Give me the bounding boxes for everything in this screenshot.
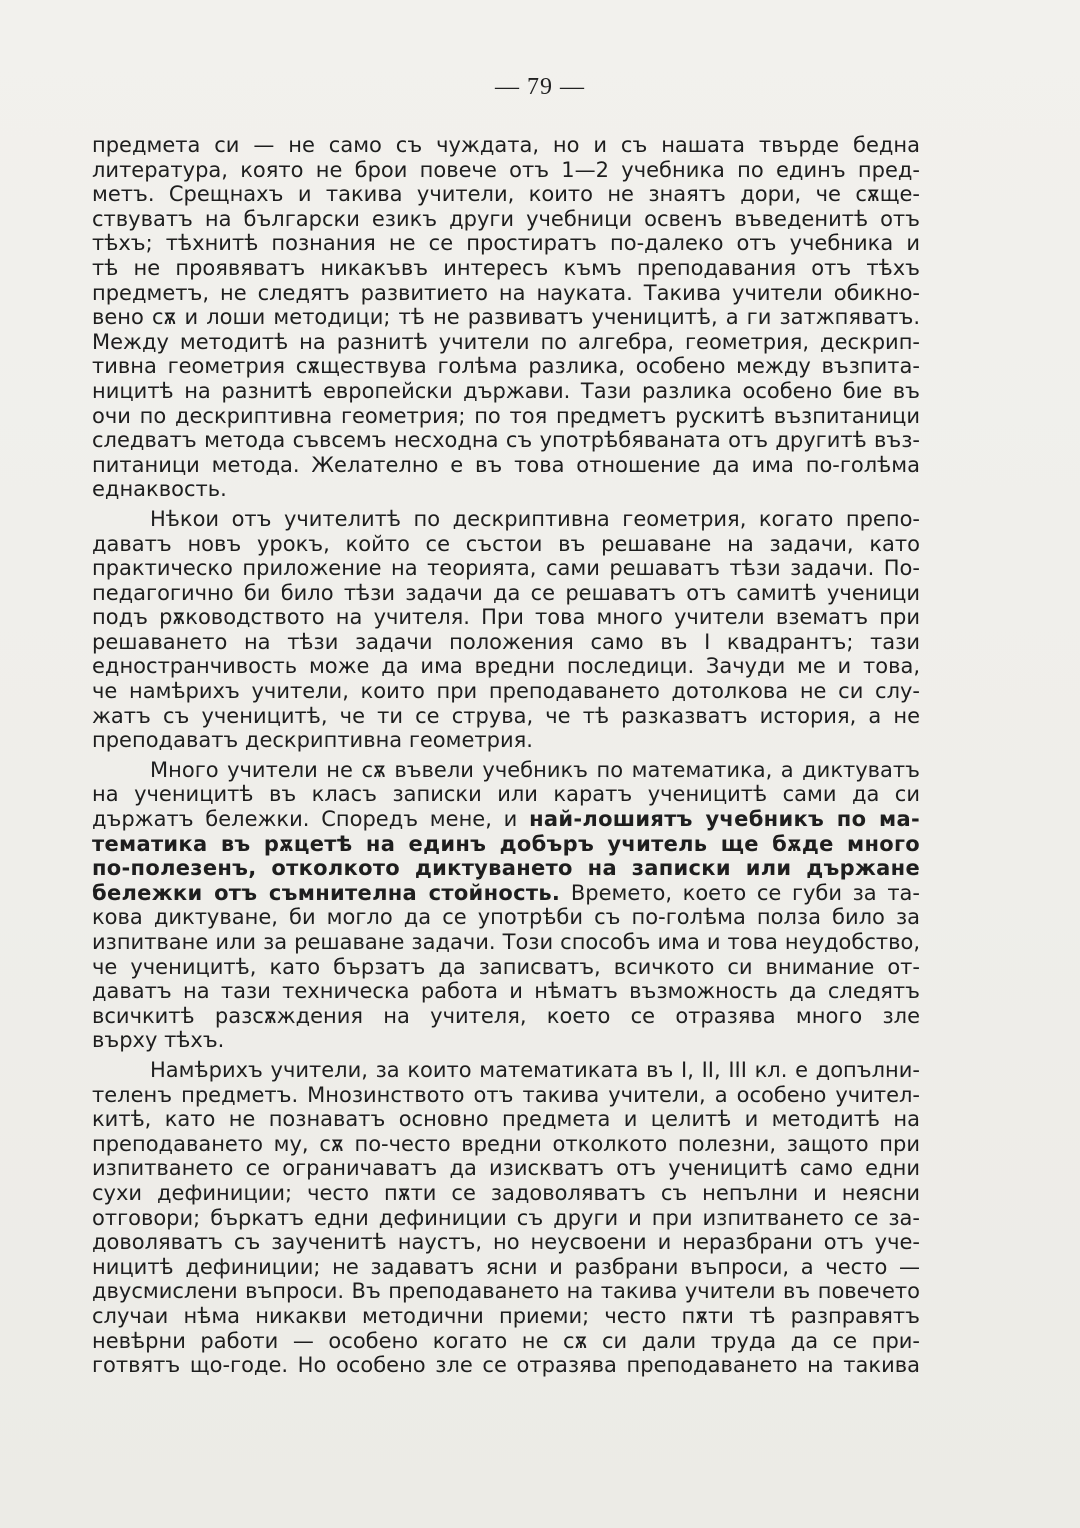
line-text: Нѣкои отъ учителитѣ по дескриптивна геометрия, когато препо- xyxy=(150,506,920,531)
text-line xyxy=(92,1107,920,1132)
text-line xyxy=(92,1230,920,1255)
text-line xyxy=(92,856,920,881)
text-line xyxy=(92,581,920,606)
line-text: върху тѣхъ. xyxy=(92,1028,225,1053)
text-line xyxy=(92,256,920,281)
text-line xyxy=(92,1004,920,1029)
text-line xyxy=(92,1329,920,1354)
text-line xyxy=(92,1058,920,1083)
line-text: подъ рѫководството на учителя. При това много учители взематъ при xyxy=(92,605,920,630)
text-line xyxy=(92,379,920,404)
line-text: доволяватъ съ заученитѣ наустъ, но неусвоени и неразбрани отъ уче- xyxy=(92,1230,920,1255)
text-line xyxy=(92,404,920,429)
page-number: — 79 — xyxy=(495,74,585,100)
text-line xyxy=(92,728,920,753)
line-text: ницитѣ дефиниции; не задаватъ ясни и разбрани въпроси, а често — xyxy=(92,1254,920,1279)
line-text: очи по дескриптивна геометрия; по тоя предметъ рускитѣ възпитаници xyxy=(92,403,920,428)
text-line xyxy=(92,556,920,581)
body-text xyxy=(92,133,920,1378)
emphasized-text: тематика въ рѫцетѣ на единъ добъръ учитель ще бѫде много xyxy=(92,831,920,856)
text-line xyxy=(92,507,920,532)
line-text: отговори; бъркатъ едни дефиниции съ други и при изпитването се за- xyxy=(92,1205,920,1230)
text-line xyxy=(92,453,920,478)
line-text: изпитване или за решаване задачи. Този способъ има и това неудобство, xyxy=(92,930,920,954)
line-text: ницитѣ на разнитѣ европейски държави. Тази разлика особено бие въ xyxy=(92,378,920,403)
text-line xyxy=(92,1181,920,1206)
text-line xyxy=(92,133,920,158)
text-line xyxy=(92,679,920,704)
text-line xyxy=(92,930,920,955)
text-line xyxy=(92,758,920,783)
line-text: литература, която не брои повече отъ 1—2 учебника по единъ пред- xyxy=(92,157,920,182)
line-text: питаници метода. Желателно е въ това отношение да има по-голѣма xyxy=(92,452,920,477)
paragraph xyxy=(92,507,920,753)
text-line xyxy=(92,532,920,557)
text-line xyxy=(92,881,920,906)
emphasized-text: бележки отъ съмнителна стойность. xyxy=(92,880,561,905)
text-line xyxy=(92,1156,920,1181)
emphasized-text: по-полезенъ, отколкото диктуването на записки или държане xyxy=(92,856,920,881)
line-text: държатъ бележки. Споредъ мене, и xyxy=(92,807,530,832)
paragraph xyxy=(92,758,920,1053)
line-text: вено сѫ и лоши методици; тѣ не развиватъ ученицитѣ, а ги затжпяватъ. xyxy=(92,305,920,330)
text-line xyxy=(92,354,920,379)
text-line xyxy=(92,1206,920,1231)
line-text: Времето, което се губи за та- xyxy=(560,880,920,905)
text-line xyxy=(92,330,920,355)
line-text: всичкитѣ разсѫждения на учителя, което се отразява много зле xyxy=(92,1003,920,1028)
line-text: еднаквость. xyxy=(92,477,227,502)
emphasized-text: най-лошиятъ учебникъ по ма- xyxy=(529,807,920,832)
line-text: случаи нѣма никакви методични приеми; често пѫти тѣ разправятъ xyxy=(92,1303,920,1328)
text-line xyxy=(92,654,920,679)
line-text: Намѣрихъ учители, за които математиката въ I, II, III кл. е допълни- xyxy=(150,1057,920,1082)
line-text: решаването на тѣзи задачи положения само въ I квадрантъ; тази xyxy=(92,629,920,654)
line-text: сухи дефиниции; често пѫти се задоволяватъ съ непълни и неясни xyxy=(92,1180,920,1205)
line-text: следватъ метода съвсемъ несходна съ употрѣбяваната отъ другитѣ въз- xyxy=(92,428,920,453)
text-line xyxy=(92,704,920,729)
line-text: педагогично би било тѣзи задачи да се решаватъ отъ самитѣ ученици xyxy=(92,580,920,605)
text-line xyxy=(92,605,920,630)
line-text: преподаването му, сѫ по-често вредни отколкото полезни, защото при xyxy=(92,1131,920,1156)
text-line xyxy=(92,207,920,232)
line-text: двусмислени въпроси. Въ преподаването на такива учители въ повечето xyxy=(92,1279,920,1304)
line-text: практическо приложение на теорията, сами решаватъ тѣзи задачи. По- xyxy=(92,556,920,581)
line-text: че намѣрихъ учители, които при преподаването дотолкова не си слу- xyxy=(92,679,920,704)
text-line xyxy=(92,281,920,306)
line-text: даватъ новъ урокъ, който се състои въ решаване на задачи, като xyxy=(92,531,920,556)
line-text: невѣрни работи — особено когато не сѫ си дали труда да се при- xyxy=(92,1328,920,1353)
line-text: китѣ, като не познаватъ основно предмета и целитѣ и методитѣ на xyxy=(92,1107,920,1132)
text-line xyxy=(92,1353,920,1378)
text-line xyxy=(92,979,920,1004)
line-text: кова диктуване, би могло да се употрѣби съ по-голѣма полза било за xyxy=(92,905,920,930)
line-text: ствуватъ на български езикъ други учебници освенъ въведенитѣ отъ xyxy=(92,206,920,231)
line-text: тѣ не проявяватъ никакъвъ интересъ къмъ преподавания отъ тѣхъ xyxy=(92,255,920,280)
text-line xyxy=(92,1132,920,1157)
line-text: тѣхъ; тѣхнитѣ познания не се простиратъ по-далеко отъ учебника и xyxy=(92,231,920,256)
text-line xyxy=(92,630,920,655)
text-line xyxy=(92,182,920,207)
line-text: Между методитѣ на разнитѣ учители по алгебра, геометрия, дескрип- xyxy=(92,329,920,354)
text-line xyxy=(92,832,920,857)
text-line xyxy=(92,477,920,502)
line-text: предмета си — не само съ чуждата, но и съ нашата твърде бедна xyxy=(92,133,920,157)
line-text: жатъ съ ученицитѣ, че ти се струва, че тѣ разказватъ история, а не xyxy=(92,703,920,728)
paragraph xyxy=(92,133,920,502)
line-text: изпитването се ограничаватъ да изискватъ отъ ученицитѣ само едни xyxy=(92,1156,920,1181)
text-line xyxy=(92,1255,920,1280)
line-text: метъ. Срещнахъ и такива учители, които не знаятъ дори, че сѫще- xyxy=(92,182,920,207)
line-text: на ученицитѣ въ класъ записки или каратъ ученицитѣ сами да си xyxy=(92,782,920,807)
text-line xyxy=(92,1028,920,1053)
text-line xyxy=(92,305,920,330)
text-line xyxy=(92,955,920,980)
text-line xyxy=(92,782,920,807)
text-line xyxy=(92,1279,920,1304)
text-line xyxy=(92,158,920,183)
line-text: теленъ предметъ. Мнозинството отъ такива учители, а особено учител- xyxy=(92,1082,920,1107)
line-text: тивна геометрия сѫществува голѣма разлика, особено между възпита- xyxy=(92,354,920,379)
text-line xyxy=(92,1083,920,1108)
line-text: даватъ на тази техническа работа и нѣматъ възможность да следятъ xyxy=(92,979,920,1004)
paragraph xyxy=(92,1058,920,1378)
line-text: че ученицитѣ, като бързатъ да записватъ, всичкото си внимание от- xyxy=(92,954,920,979)
text-line xyxy=(92,231,920,256)
text-line xyxy=(92,1304,920,1329)
line-text: Много учители не сѫ въвели учебникъ по математика, а диктуватъ xyxy=(150,757,920,782)
line-text: предметъ, не следятъ развитието на науката. Такива учители обикно- xyxy=(92,280,920,305)
text-line xyxy=(92,905,920,930)
line-text: готвятъ що-годе. Но особено зле се отразява преподаването на такива xyxy=(92,1353,920,1378)
line-text: едностранчивость може да има вредни последици. Зачуди ме и това, xyxy=(92,654,920,679)
text-line xyxy=(92,428,920,453)
line-text: преподаватъ дескриптивна геометрия. xyxy=(92,728,533,753)
text-line xyxy=(92,807,920,832)
